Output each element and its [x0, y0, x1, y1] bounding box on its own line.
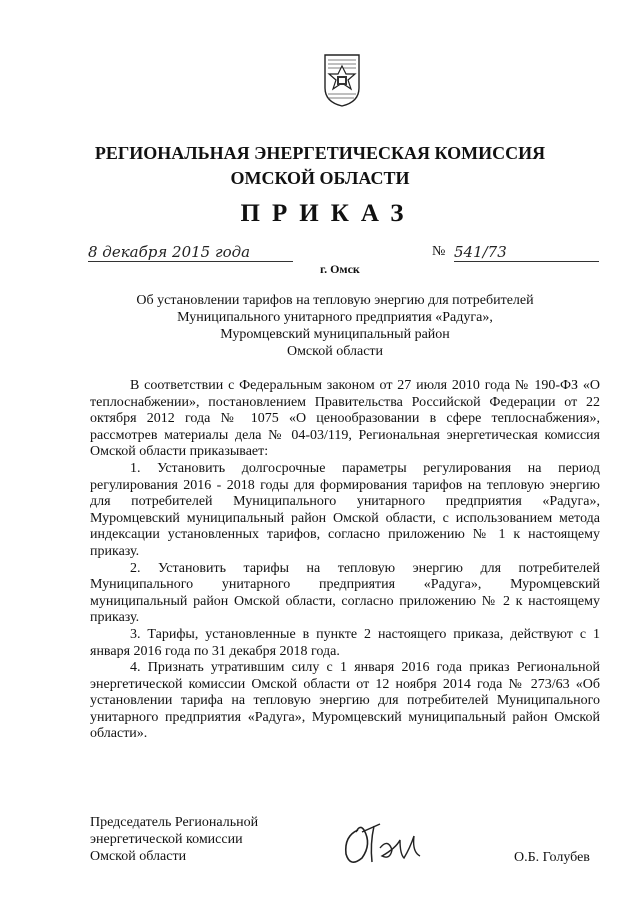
- position-line2: энергетической комиссии: [90, 832, 243, 847]
- subject-line2: Муниципального унитарного предприятия «Радуга»,: [177, 310, 493, 325]
- subject-line1: Об установлении тарифов на тепловую энергию для потребителей: [136, 293, 534, 308]
- document-title: ПРИКАЗ: [240, 200, 416, 227]
- subject-line3: Муромцевский муниципальный район: [220, 327, 450, 342]
- order-city: г. Омск: [320, 262, 360, 276]
- order-date: 8 декабря 2015 года: [88, 243, 293, 262]
- position-line1: Председатель Региональной: [90, 815, 259, 830]
- order-body: [90, 378, 600, 743]
- position-line3: Омской области: [90, 849, 187, 864]
- body-item-1: 1. Установить долгосрочные параметры регулирования на период регулирования 2016 - 2018 годы для формирования тарифов на тепловую энергию для потребителей Муниципального унитарного предприятия «Радуга», Муромцевский муниципальный район Омской области, с использованием метода индексации установленных тарифов, согласно приложению № 1 к настоящему приказу.: [90, 460, 600, 559]
- signer-name: О.Б. Голубев: [514, 850, 590, 865]
- subject-line4: Омской области: [286, 344, 384, 359]
- body-item-3: 3. Тарифы, установленные в пункте 2 настоящего приказа, действуют с 1 января 2016 года по 31 декабря 2018 года.: [90, 626, 600, 659]
- order-subject: [100, 292, 570, 360]
- omsk-coat-of-arms-icon: [322, 52, 362, 108]
- body-item-4: 4. Признать утратившим силу с 1 января 2016 года приказ Региональной энергетической комиссии Омской области от 12 ноября 2014 года № 273/63 «Об установлении тарифа на тепловую энергию для потребителей Муниципального унитарного предприятия «Радуга», Муромцевский муниципальный район Омской области».: [90, 660, 600, 742]
- order-number: 541/73: [454, 243, 599, 262]
- body-intro: В соответствии с Федеральным законом от 27 июля 2010 года № 190-ФЗ «О теплоснабжении», постановлением Правительства Российской Федерации от 22 октября 2012 года № 1075 «О ценообразовании в сфере теплоснабжения», рассмотрев материалы дела № 04-03/119, Региональная энергетическая комиссия Омской области приказывает:: [90, 378, 600, 460]
- signatory-position: [90, 814, 258, 865]
- organization-name-line1: РЕГИОНАЛЬНАЯ ЭНЕРГЕТИЧЕСКАЯ КОМИССИЯ: [94, 143, 546, 163]
- handwritten-signature-icon: [340, 818, 435, 870]
- organization-name-line2: ОМСКОЙ ОБЛАСТИ: [230, 168, 410, 188]
- body-item-2: 2. Установить тарифы на тепловую энергию для потребителей Муниципального унитарного предприятия «Радуга», Муромцевский муниципальный район Омской области, согласно приложению № 2 к настоящему приказу.: [90, 560, 600, 626]
- number-sign: №: [432, 244, 446, 259]
